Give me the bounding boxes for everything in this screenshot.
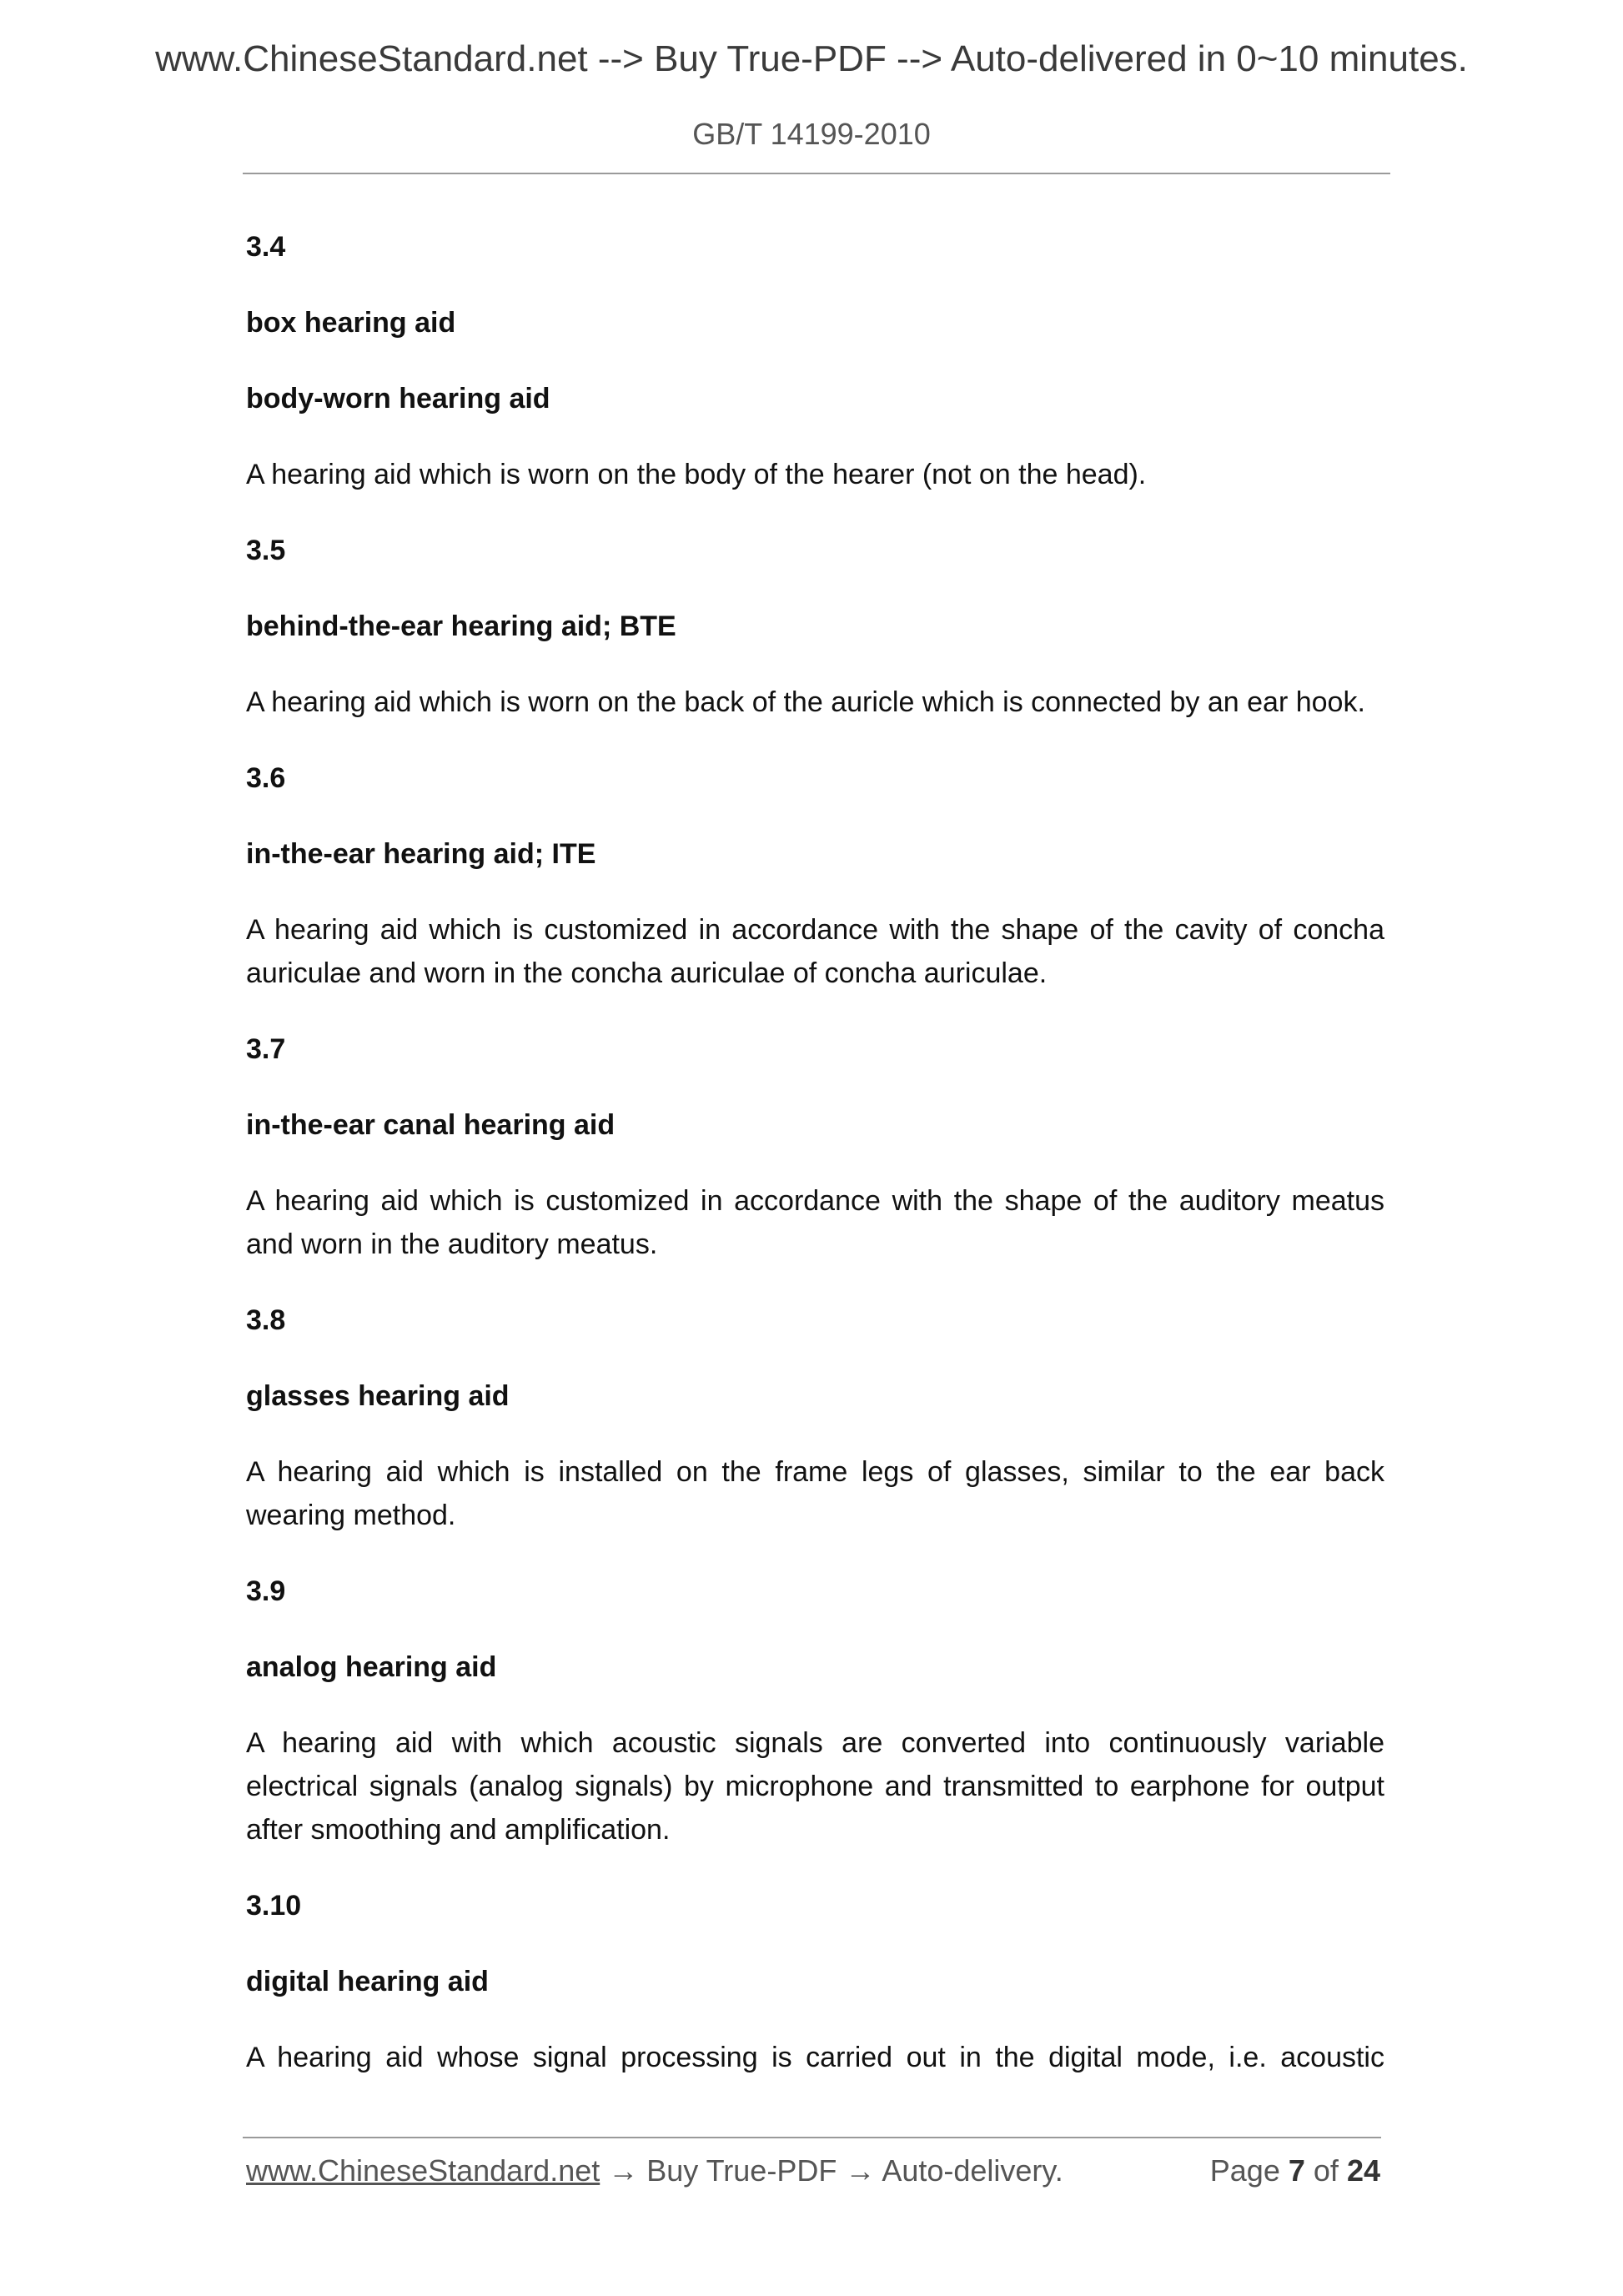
page-indicator — [1210, 2153, 1380, 2188]
entry-number: 3.6 — [246, 762, 286, 794]
entry-number: 3.4 — [246, 231, 286, 263]
standard-code: GB/T 14199-2010 — [692, 117, 931, 151]
term-synonym: body-worn hearing aid — [246, 383, 550, 414]
footer-promo-text: → Buy True-PDF → Auto-delivery. — [600, 2153, 1063, 2188]
top-banner: www.ChineseStandard.net --> Buy True-PDF --> Auto-delivered in 0~10 minutes. — [155, 38, 1468, 79]
header-divider — [243, 173, 1390, 174]
page-footer — [246, 2153, 1380, 2188]
footer-site-link[interactable]: www.ChineseStandard.net — [246, 2153, 600, 2188]
of-label: of — [1313, 2153, 1339, 2188]
entry-number: 3.5 — [246, 535, 286, 566]
entry-3-7 — [246, 1027, 1384, 1299]
entry-number: 3.7 — [246, 1033, 286, 1065]
entry-3-10 — [246, 1884, 1384, 2079]
term: in-the-ear canal hearing aid — [246, 1109, 616, 1141]
term: box hearing aid — [246, 307, 456, 339]
term: analog hearing aid — [246, 1651, 497, 1683]
entry-3-4 — [246, 225, 1384, 529]
footer-promo — [246, 2153, 1063, 2188]
definition: A hearing aid which is customized in accordance with the shape of the cavity of concha auriculae and worn in the concha auriculae of concha auriculae. — [246, 914, 1384, 989]
definition: A hearing aid whose signal processing is carried out in the digital mode, i.e. acoustic — [246, 2042, 1384, 2073]
page-number: 7 — [1288, 2153, 1305, 2188]
entry-3-6 — [246, 756, 1384, 1027]
definition: A hearing aid which is worn on the body of the hearer (not on the head). — [246, 459, 1147, 490]
entry-3-8 — [246, 1299, 1384, 1570]
entry-3-9 — [246, 1570, 1384, 1884]
term: digital hearing aid — [246, 1966, 489, 1997]
entry-3-5 — [246, 529, 1384, 756]
footer-divider — [243, 2137, 1381, 2138]
entry-number: 3.10 — [246, 1890, 302, 1922]
definition: A hearing aid which is customized in accordance with the shape of the auditory meatus and worn in the auditory meatus. — [246, 1185, 1384, 1260]
term: glasses hearing aid — [246, 1380, 510, 1412]
definition: A hearing aid which is worn on the back of the auricle which is connected by an ear hook. — [246, 686, 1365, 718]
term: behind-the-ear hearing aid; BTE — [246, 610, 676, 642]
entry-number: 3.9 — [246, 1575, 286, 1607]
definition: A hearing aid with which acoustic signals are converted into continuously variable electrical signals (analog signals) by microphone and transmitted to earphone for output after smoothing and amplification. — [246, 1727, 1384, 1846]
term: in-the-ear hearing aid; ITE — [246, 838, 596, 870]
definition: A hearing aid which is installed on the frame legs of glasses, similar to the ear back wearing method. — [246, 1456, 1384, 1531]
page-label: Page — [1209, 2153, 1280, 2188]
entry-number: 3.8 — [246, 1304, 286, 1336]
page-total: 24 — [1346, 2153, 1380, 2188]
document-body — [246, 225, 1384, 2079]
